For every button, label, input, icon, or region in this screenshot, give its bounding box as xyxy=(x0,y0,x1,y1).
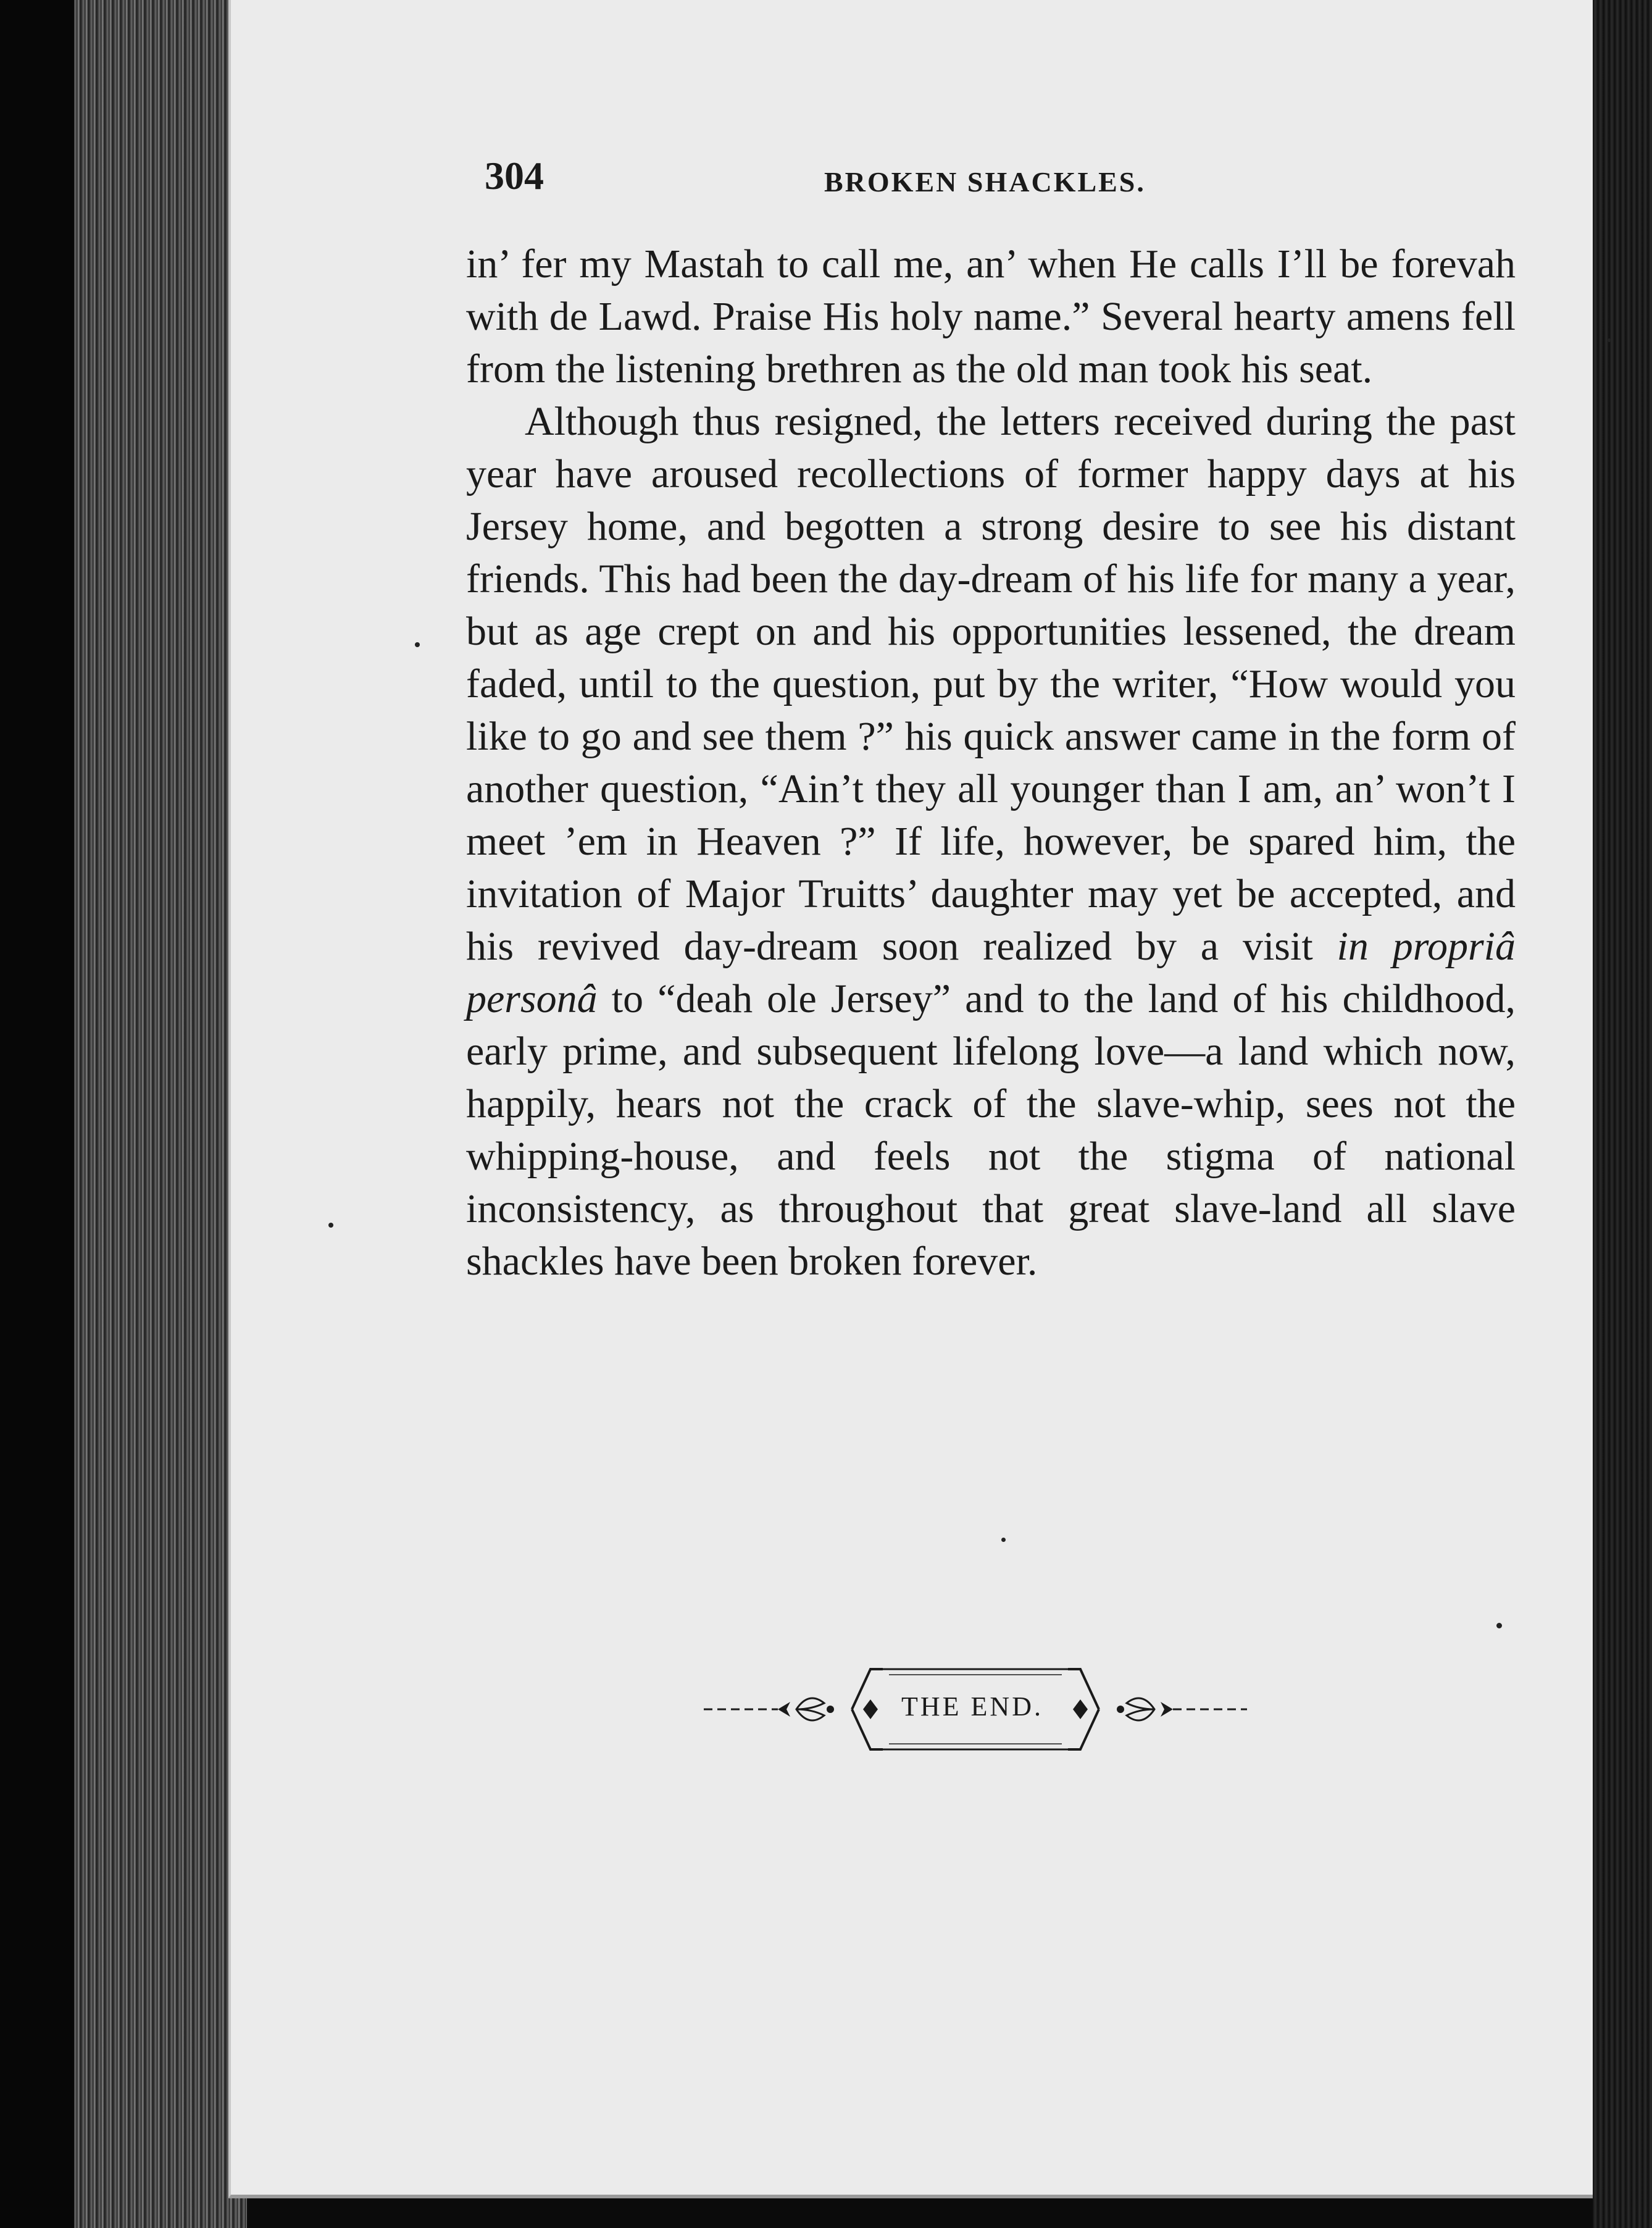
print-speck xyxy=(1001,1538,1006,1542)
body-text xyxy=(466,238,1516,1288)
page-edges-left xyxy=(0,0,247,2228)
paragraph-text: Although thus resigned, the letters received during the past year have aroused recollections of former happy days at his Jersey home, and begotten a strong desire to see his distant friends. This had been the day-dream of his life for many a year, but as age crept on and his opportunities lessened, the dream faded, until to the question, put by the writer, “How would you like to go and see them ?” his quick answer came in the form of another question, “Ain’t they all younger than I am, an’ won’t I meet ’em in Heaven ?” If life, however, be spared him, the invitation of Major Truitts’ daughter may yet be accepted, and his revived day-dream soon realized by a visit xyxy=(466,399,1516,969)
print-speck xyxy=(328,1223,333,1228)
print-speck xyxy=(1496,1623,1502,1628)
print-speck xyxy=(415,642,420,647)
paragraph-text: to “deah ole Jersey” and to the land of his childhood, early prime, and subsequent lifelong love—a land which now, happily, hears not the crack of the slave-whip, sees not the whipping-house, and feels not the stigma of national inconsistency, as throughout that great slave-land all slave shackles have been broken forever. xyxy=(466,976,1516,1284)
page-edges-right xyxy=(1593,0,1652,2228)
the-end-label: THE END. xyxy=(901,1691,1043,1722)
running-title: BROKEN SHACKLES. xyxy=(824,166,1146,198)
the-end-ornament xyxy=(704,1661,1247,1760)
paragraph xyxy=(466,395,1516,1288)
page-number: 304 xyxy=(485,154,544,198)
running-head xyxy=(485,153,1225,203)
italic-latin-phrase: in propriâ personâ xyxy=(466,924,1516,1021)
paragraph: in’ fer my Mastah to call me, an’ when He calls I’ll be forevah with de Lawd. Praise His holy name.” Several hearty amens fell from the listening brethren as the old man took his seat. xyxy=(466,241,1516,392)
print-speck xyxy=(1608,338,1611,342)
